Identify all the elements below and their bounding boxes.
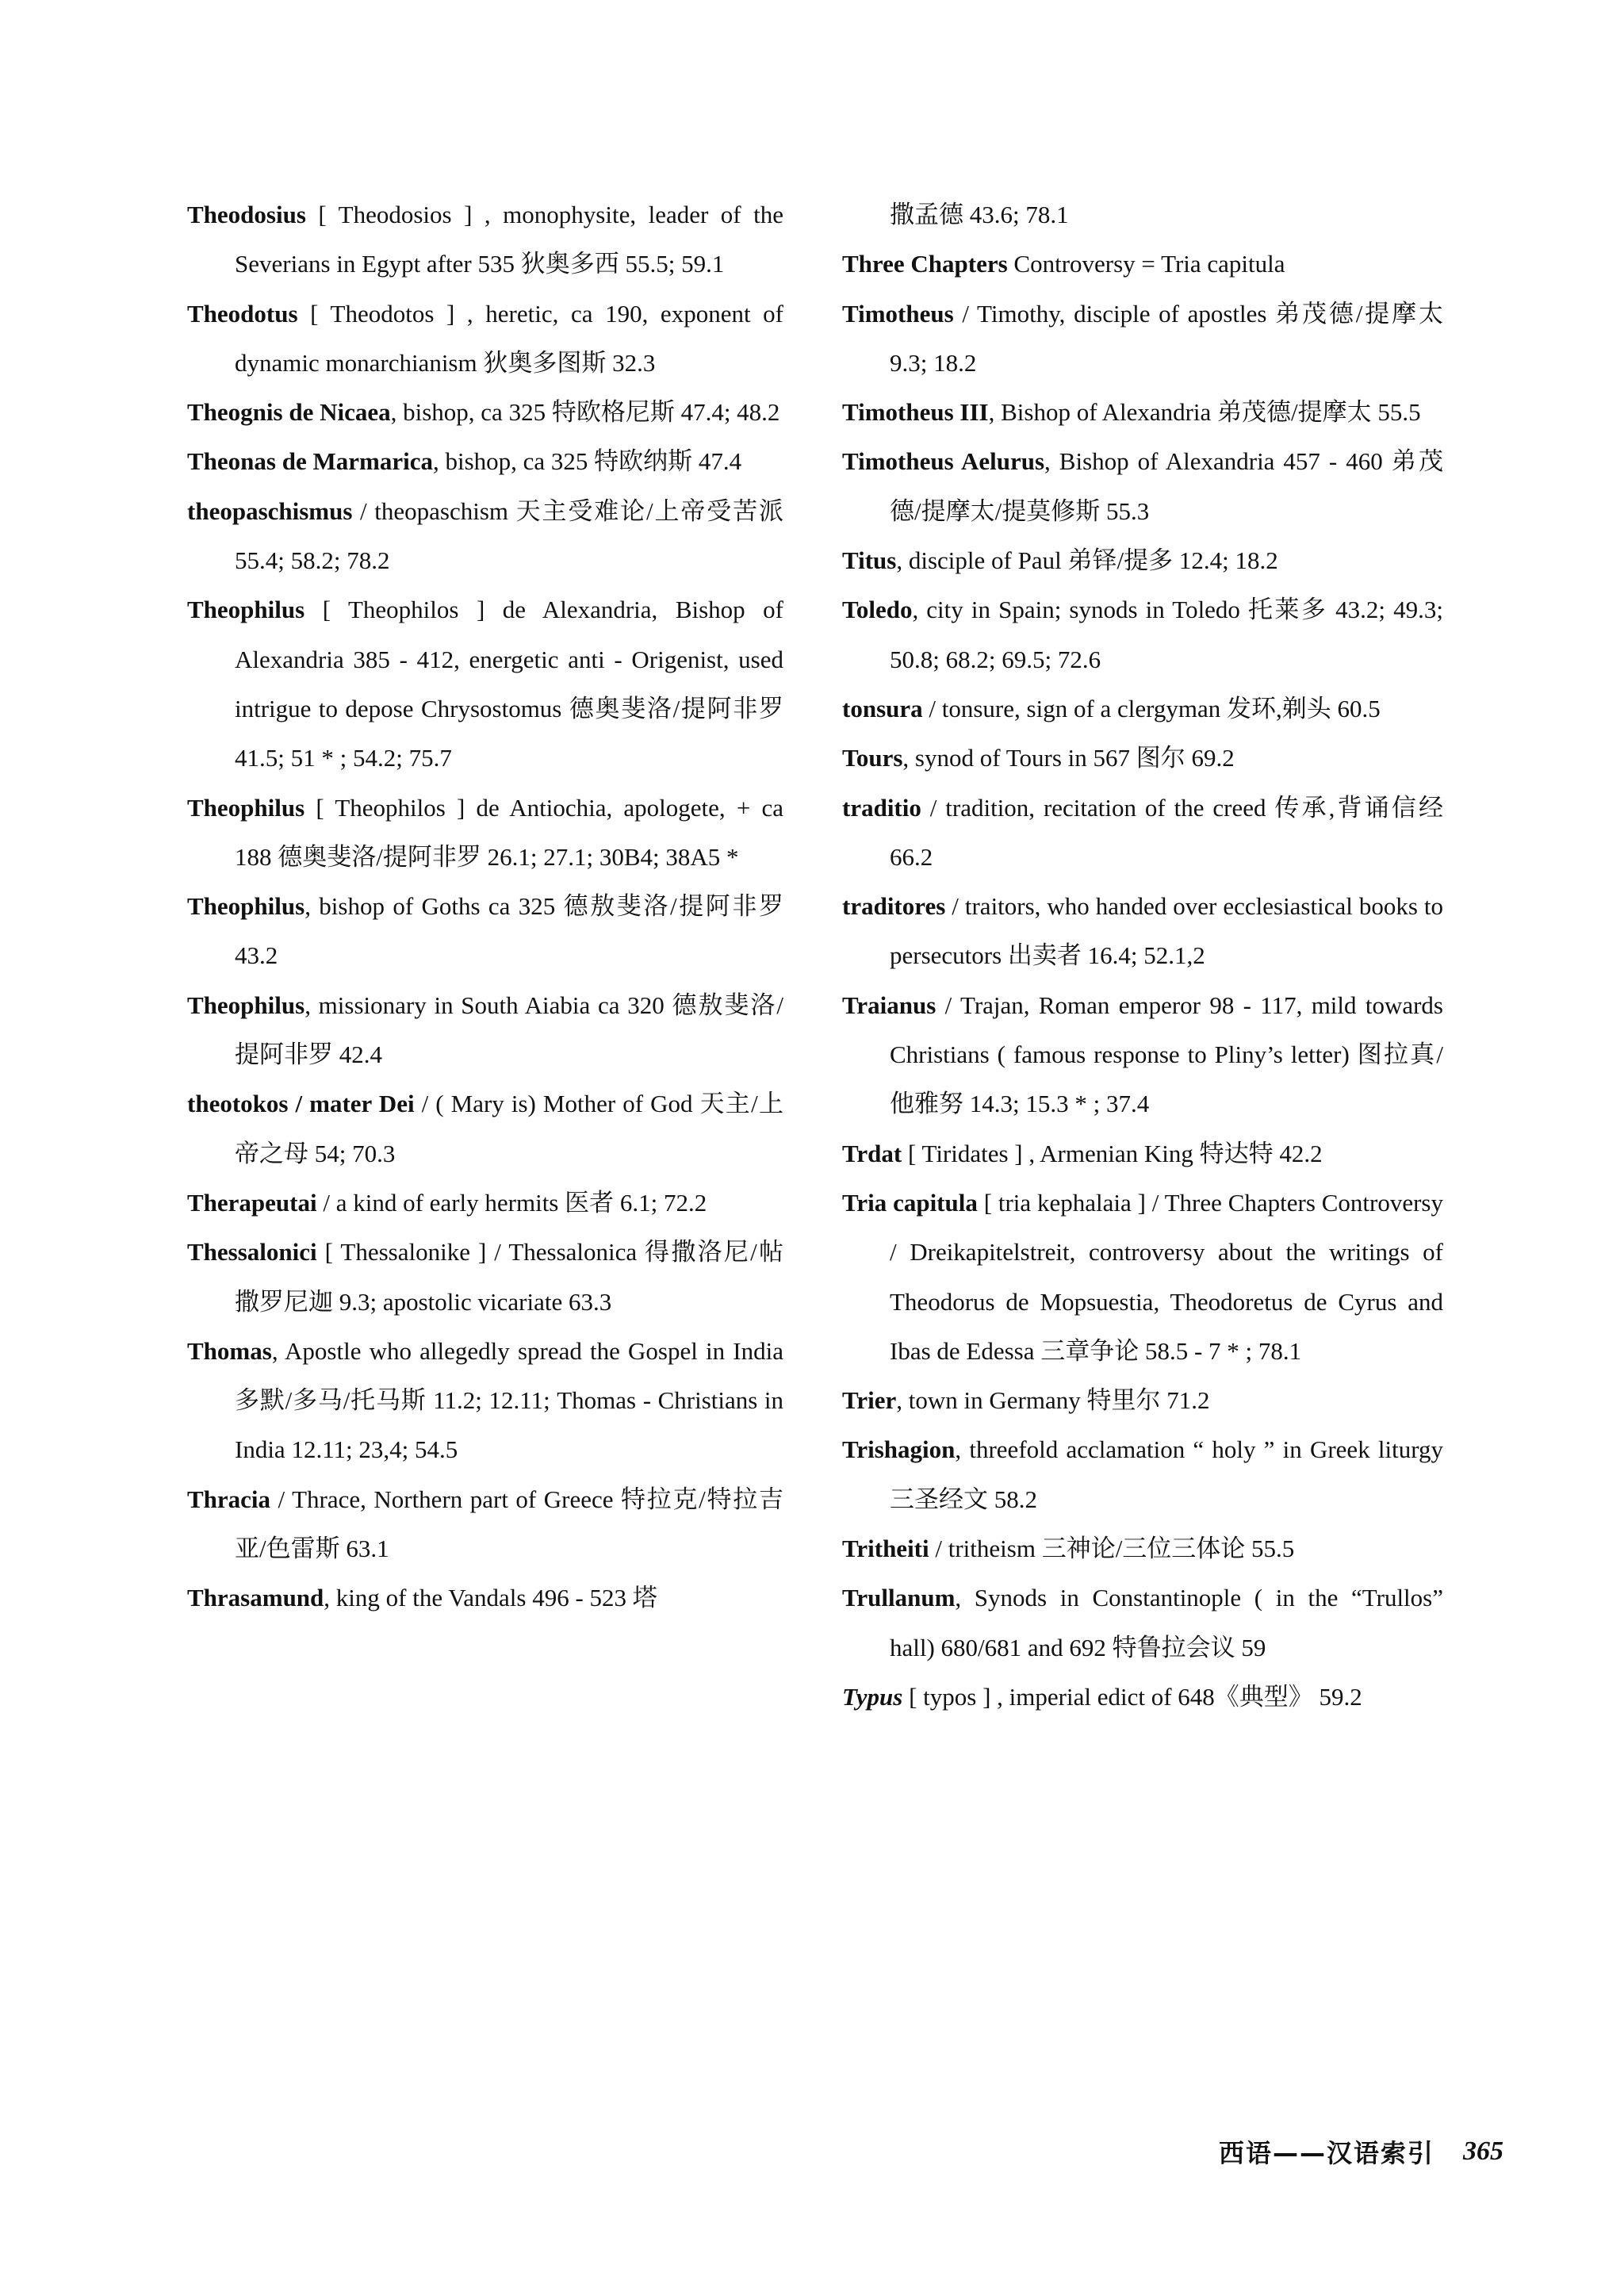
- entry-text: , synod of Tours in 567 图尔 69.2: [902, 744, 1235, 772]
- entry-text: / Timothy, disciple of apostles 弟茂德/提摩太 9.3; 18.2: [890, 299, 1443, 377]
- entry-headword: Theognis de Nicaea: [187, 398, 391, 427]
- entry-text: [ Tiridates ] , Armenian King 特达特 42.2: [902, 1139, 1323, 1167]
- entry-headword: Theophilus: [187, 892, 305, 921]
- entry-text: [ Theodotos ] , heretic, ca 190, exponent of dynamic monarchianism 狄奥多图斯 32.3: [235, 299, 783, 377]
- index-entry: [842, 1425, 1443, 1524]
- index-entry: [187, 784, 783, 883]
- page-number: 365: [1463, 2136, 1503, 2166]
- index-entry: [842, 240, 1443, 289]
- entry-headword: Theophilus: [187, 793, 305, 822]
- entry-text: , Bishop of Alexandria 弟茂德/提摩太 55.5: [988, 398, 1421, 427]
- index-entry: [187, 437, 783, 486]
- index-entry: [842, 1376, 1443, 1425]
- entry-headword: Tria capitula: [842, 1188, 978, 1217]
- entry-headword: Timotheus: [842, 299, 954, 328]
- entry-headword: Tritheiti: [842, 1535, 929, 1563]
- entry-headword: Thomas: [187, 1336, 272, 1365]
- entry-text: Controversy = Tria capitula: [1007, 250, 1285, 278]
- entry-text: [ Thessalonike ] / Thessalonica 得撒洛尼/帖撒罗尼迦 9.3; apostolic vicariate 63.3: [235, 1238, 783, 1316]
- entry-text: / tonsure, sign of a clergyman 发环,剃头 60.5: [922, 694, 1381, 722]
- index-entry: [187, 882, 783, 981]
- index-entry: [842, 882, 1443, 981]
- entry-headword: Theonas de Marmarica: [187, 447, 433, 476]
- entry-text: [ typos ] , imperial edict of 648《典型》 59.2: [902, 1682, 1362, 1711]
- index-entry: [842, 1673, 1443, 1722]
- entry-headword: Thrasamund: [187, 1584, 324, 1612]
- entry-text: , Synods in Constantinople ( in the “Trullos” hall) 680/681 and 692 特鲁拉会议 59: [890, 1584, 1443, 1661]
- index-entry: [842, 734, 1443, 783]
- entry-text: , Bishop of Alexandria 457 - 460 弟茂德/提摩太/提莫修斯 55.3: [890, 447, 1443, 525]
- entry-text: , bishop, ca 325 特欧纳斯 47.4: [432, 447, 742, 476]
- index-entry: [187, 388, 783, 437]
- entry-headword: Typus: [842, 1682, 903, 1711]
- right-column: [842, 190, 1443, 1722]
- page-footer: [1170, 2132, 1503, 2171]
- index-entry: [842, 1573, 1443, 1673]
- index-entry: [187, 1178, 783, 1228]
- entry-headword: Trdat: [842, 1139, 902, 1167]
- index-entry: [842, 981, 1443, 1129]
- entry-headword: Thracia: [187, 1485, 271, 1513]
- index-entry: [187, 1475, 783, 1574]
- index-entry: [842, 388, 1443, 437]
- index-entry: [842, 585, 1443, 684]
- continued-entry-text: 撒孟德 43.6; 78.1: [890, 201, 1069, 228]
- entry-text: / Trajan, Roman emperor 98 - 117, mild towards Christians ( famous response to Pliny’s letter) 图拉真/他雅努 14.3; 15.3 * ; 37.4: [890, 991, 1443, 1118]
- entry-headword: Timotheus Aelurus: [842, 447, 1045, 476]
- index-entry: [187, 289, 783, 389]
- index-entry: [187, 585, 783, 783]
- entry-text: , threefold acclamation “ holy ” in Greek liturgy 三圣经文 58.2: [890, 1435, 1443, 1513]
- entry-headword: Trullanum: [842, 1584, 956, 1612]
- entry-text: [ tria kephalaia ] / Three Chapters Controversy / Dreikapitelstreit, controversy about the writings of Theodorus de Mopsuestia, Theodoretus de Cyrus and Ibas de Edessa 三章争论 58.5 - 7 * ; 78.1: [890, 1188, 1443, 1365]
- entry-text: / ( Mary is) Mother of God 天主/上帝之母 54; 70.3: [235, 1090, 783, 1167]
- entry-text: , king of the Vandals 496 - 523 塔: [324, 1584, 657, 1612]
- entry-text: [ Theophilos ] de Antiochia, apologete, + ca 188 德奥斐洛/提阿非罗 26.1; 27.1; 30B4; 38A5 *: [235, 793, 783, 871]
- entry-text: , Apostle who allegedly spread the Gospel in India 多默/多马/托马斯 11.2; 12.11; Thomas - Christians in India 12.11; 23,4; 54.5: [235, 1336, 783, 1464]
- entry-text: / a kind of early hermits 医者 6.1; 72.2: [316, 1188, 707, 1217]
- entry-text: , bishop, ca 325 特欧格尼斯 47.4; 48.2: [390, 398, 780, 427]
- index-entry: [187, 1327, 783, 1475]
- entry-headword: Theodosius: [187, 201, 306, 228]
- entry-text: , disciple of Paul 弟铎/提多 12.4; 18.2: [896, 546, 1278, 575]
- entry-text: / tradition, recitation of the creed 传承,背诵信经 66.2: [890, 793, 1443, 871]
- index-entry: [842, 437, 1443, 536]
- entry-headword: Tours: [842, 744, 903, 772]
- entry-headword: Thessalonici: [187, 1238, 317, 1267]
- entry-headword: traditio: [842, 793, 921, 822]
- entry-headword: Traianus: [842, 991, 936, 1019]
- left-column: [187, 190, 783, 1623]
- entry-headword: Timotheus III: [842, 398, 989, 427]
- footer-title: 西语——汉语索引: [1218, 2138, 1434, 2168]
- index-entry: [187, 981, 783, 1080]
- index-entry: [187, 487, 783, 586]
- entry-headword: Therapeutai: [187, 1188, 317, 1217]
- entry-headword: Trier: [842, 1386, 897, 1415]
- entry-headword: tonsura: [842, 694, 923, 722]
- entry-headword: Toledo: [842, 596, 913, 624]
- index-entry: [842, 1178, 1443, 1376]
- index-entry: [842, 684, 1443, 734]
- entry-text: [ Theodosios ] , monophysite, leader of the Severians in Egypt after 535 狄奥多西 55.5; 59.1: [235, 201, 783, 278]
- index-entry: [842, 784, 1443, 883]
- entry-text: , town in Germany 特里尔 71.2: [896, 1386, 1210, 1415]
- entry-headword: Theophilus: [187, 991, 305, 1019]
- index-entry: [842, 536, 1443, 585]
- entry-headword: Theophilus: [187, 596, 305, 624]
- entry-text: , bishop of Goths ca 325 德敖斐洛/提阿非罗 43.2: [235, 892, 783, 970]
- index-entry: [842, 1524, 1443, 1573]
- index-entry: [842, 289, 1443, 389]
- entry-headword: Theodotus: [187, 299, 298, 328]
- entry-headword: theopaschismus: [187, 496, 353, 525]
- entry-text: , missionary in South Aiabia ca 320 德敖斐洛/提阿非罗 42.4: [235, 991, 783, 1069]
- index-entry: [187, 1228, 783, 1327]
- entry-text: [ Theophilos ] de Alexandria, Bishop of Alexandria 385 - 412, energetic anti - Origenist, used intrigue to depose Chrysostomus 德奥斐洛/提阿非罗 41.5; 51 * ; 54.2; 75.7: [235, 596, 783, 772]
- entry-headword: Titus: [842, 546, 897, 575]
- entry-text: / traitors, who handed over ecclesiastical books to persecutors 出卖者 16.4; 52.1,2: [890, 892, 1443, 970]
- entry-text: / tritheism 三神论/三位三体论 55.5: [929, 1535, 1295, 1563]
- index-entry: [187, 1079, 783, 1178]
- entry-text: , city in Spain; synods in Toledo 托莱多 43.2; 49.3; 50.8; 68.2; 69.5; 72.6: [890, 596, 1443, 673]
- entry-headword: theotokos / mater Dei: [187, 1090, 415, 1118]
- entry-headword: Trishagion: [842, 1435, 956, 1464]
- index-entry: [842, 1129, 1443, 1178]
- entry-headword: traditores: [842, 892, 946, 921]
- entry-text: / Thrace, Northern part of Greece 特拉克/特拉吉亚/色雷斯 63.1: [235, 1485, 783, 1563]
- index-entry: [187, 190, 783, 289]
- entry-headword: Three Chapters: [842, 250, 1008, 278]
- index-entry: [187, 1573, 783, 1623]
- entry-text: / theopaschism 天主受难论/上帝受苦派 55.4; 58.2; 78.2: [235, 496, 783, 575]
